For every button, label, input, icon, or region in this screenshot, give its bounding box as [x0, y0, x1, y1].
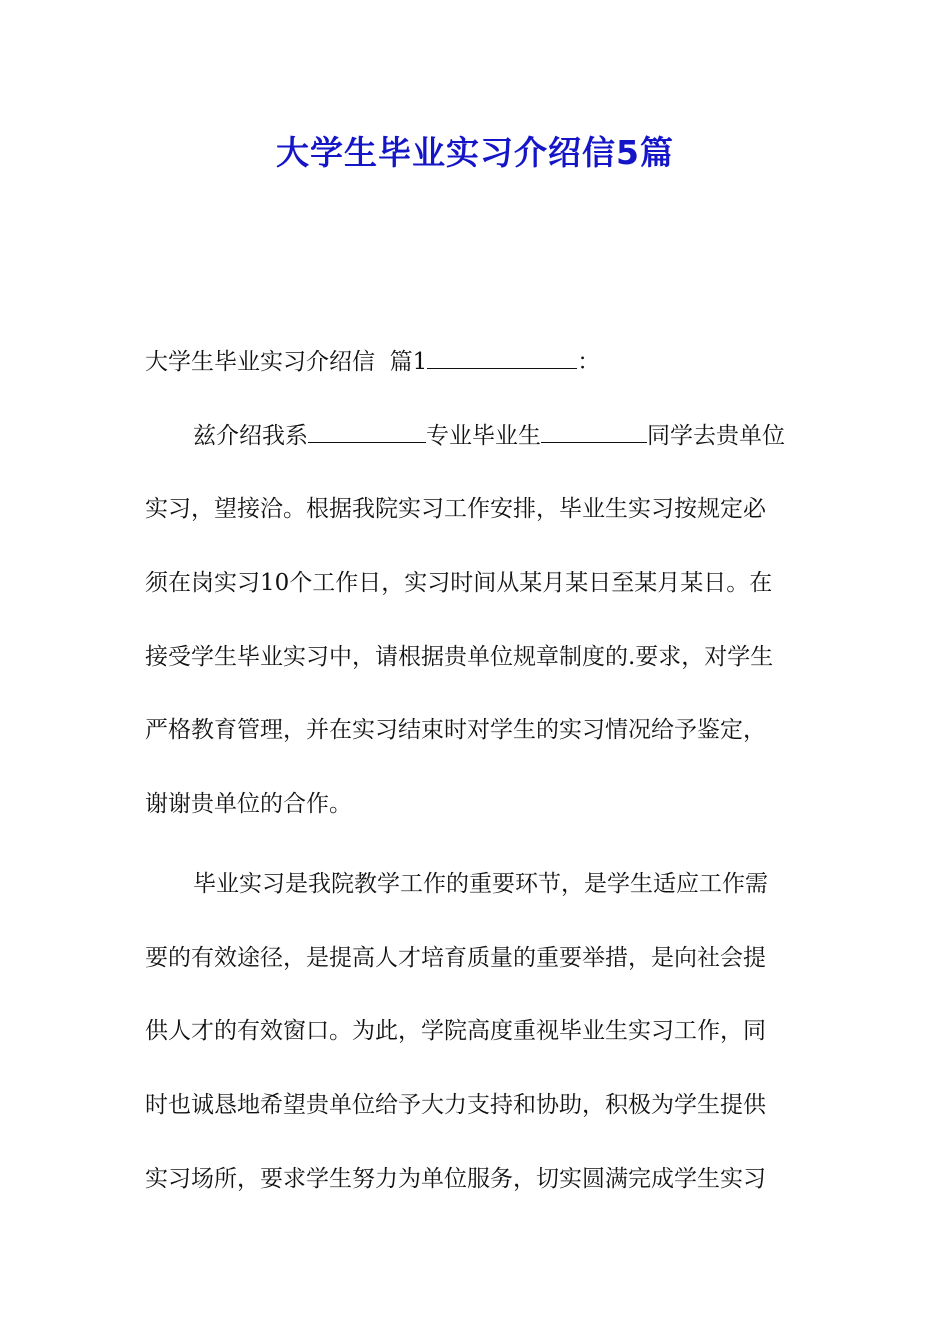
- para2-line4: 时也诚恳地希望贵单位给予大力支持和协助，积极为学生提供: [145, 1092, 766, 1118]
- para2-line5: 实习场所，要求学生努力为单位服务，切实圆满完成学生实习: [145, 1166, 766, 1192]
- para2-line3: 供人才的有效窗口。为此，学院高度重视毕业生实习工作，同: [145, 1018, 766, 1044]
- para2-line1: 毕业实习是我院教学工作的重要环节，是学生适应工作需: [193, 871, 768, 897]
- recipient-blank: [427, 346, 577, 369]
- para1-line6: 谢谢贵单位的合作。: [145, 791, 352, 817]
- document-title: 大学生毕业实习介绍信5篇: [276, 133, 674, 172]
- para1-line1: [193, 418, 815, 454]
- student-name-blank: [541, 420, 647, 443]
- heading-text: 大学生毕业实习介绍信 篇1: [145, 349, 428, 375]
- para1-text-c: 同学去贵单位: [647, 423, 785, 449]
- heading-suffix: ：: [577, 349, 601, 375]
- letter-heading: [145, 344, 815, 380]
- department-blank: [308, 420, 426, 443]
- para2-line2: 要的有效途径，是提高人才培育质量的重要举措，是向社会提: [145, 945, 766, 971]
- para1-line3: 须在岗实习10个工作日，实习时间从某月某日至某月某日。在: [145, 570, 773, 596]
- para1-line5: 严格教育管理，并在实习结束时对学生的实习情况给予鉴定，: [145, 717, 766, 743]
- para1-text-a: 兹介绍我系: [193, 423, 308, 449]
- para1-text-b: 专业毕业生: [426, 423, 541, 449]
- para1-line4: 接受学生毕业实习中，请根据贵单位规章制度的.要求，对学生: [145, 644, 774, 670]
- para1-line2: 实习，望接洽。根据我院实习工作安排，毕业生实习按规定必: [145, 496, 766, 522]
